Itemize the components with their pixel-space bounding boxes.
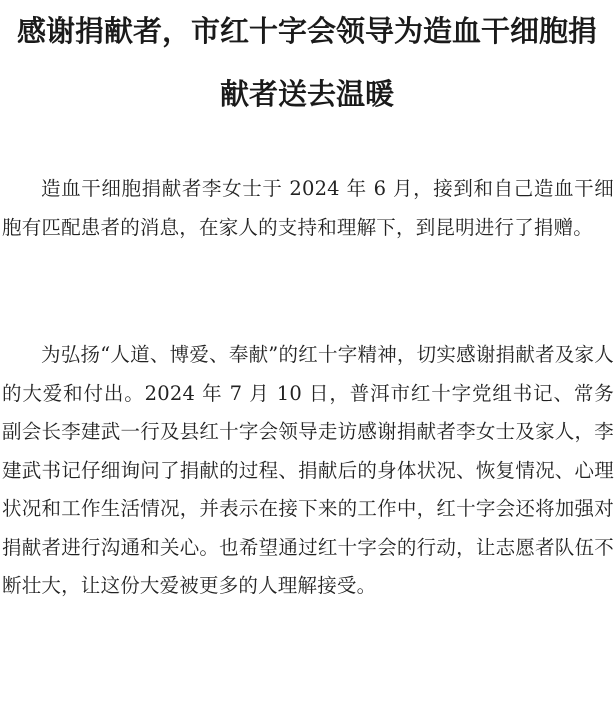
article-paragraph-1: 造血干细胞捐献者李女士于 2024 年 6 月，接到和自己造血干细胞有匹配患者的消息，在家人的支持和理解下，到昆明进行了捐赠。 — [2, 177, 614, 239]
article-title — [0, 0, 614, 128]
article-title-line-1: 感谢捐献者，市红十字会领导为造血干细胞捐 — [16, 14, 597, 48]
article-paragraph-2: 为弘扬“人道、博爱、奉献”的红十字精神，切实感谢捐献者及家人的大爱和付出。2024 年 7 月 10 日，普洱市红十字党组书记、常务副会长李建武一行及县红十字会领导走访感谢捐献者李女士及家人，李建武书记仔细询问了捐献的过程、捐献后的身体状况、恢复情况、心理状况和工作生活情况，并表示在接下来的工作中，红十字会还将加强对捐献者进行沟通和关心。也希望通过红十字会的行动，让志愿者队伍不断壮大，让这份大爱被更多的人理解接受。 — [2, 343, 614, 597]
article-title-line-2: 献者送去温暖 — [219, 77, 394, 111]
